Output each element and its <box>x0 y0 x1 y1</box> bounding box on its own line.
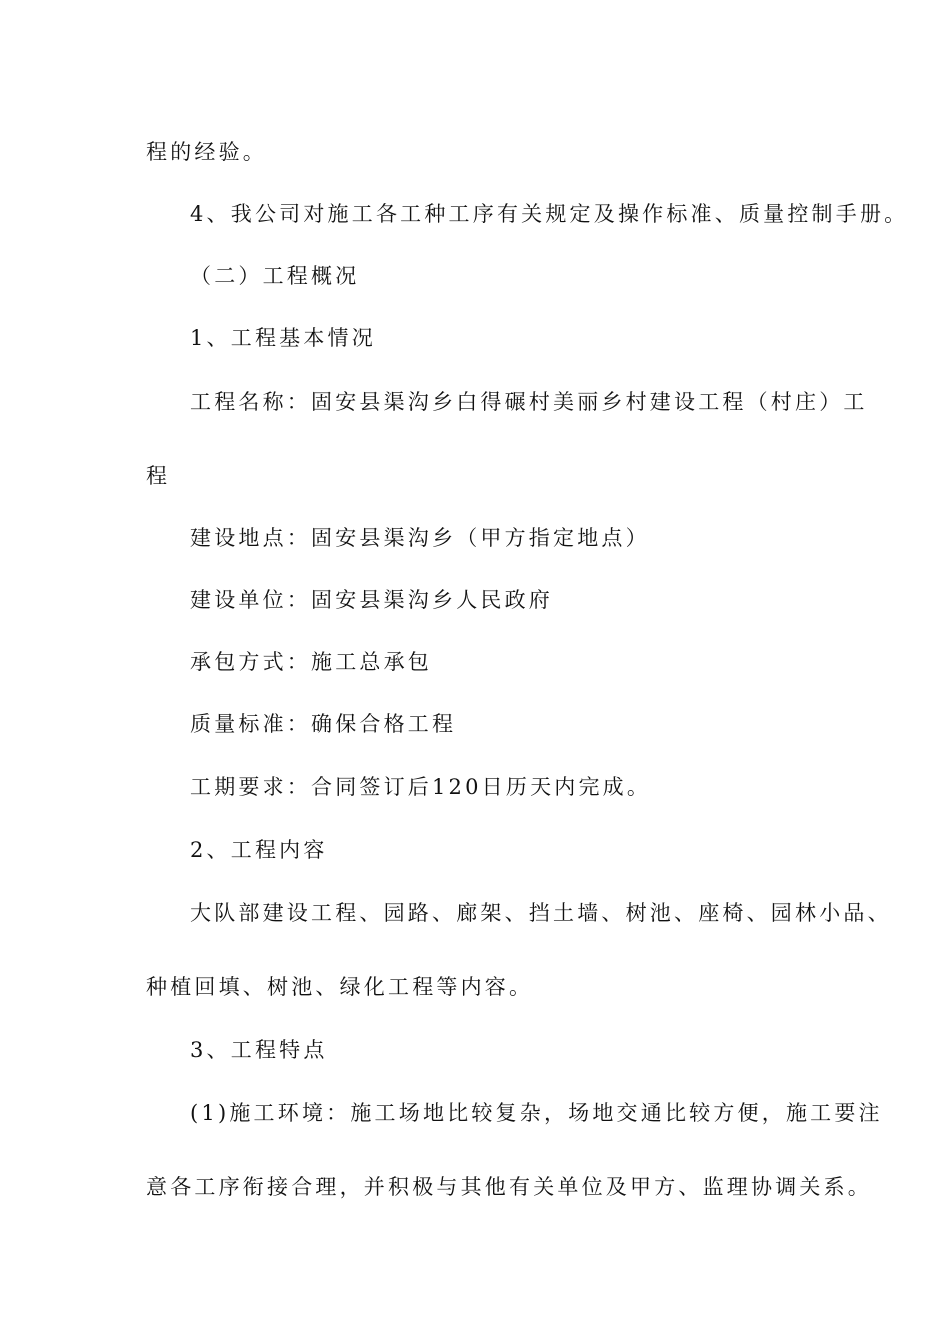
text-line: 建设地点：固安县渠沟乡（甲方指定地点） <box>190 526 650 550</box>
subsection-heading: 1、工程基本情况 <box>190 326 376 350</box>
text-line: 工程名称：固安县渠沟乡白得碾村美丽乡村建设工程（村庄）工 <box>190 390 868 414</box>
subsection-heading: 3、工程特点 <box>190 1038 328 1062</box>
text-line: 大队部建设工程、园路、廊架、挡土墙、树池、座椅、园林小品、 <box>190 901 892 925</box>
text-line: (1)施工环境：施工场地比较复杂，场地交通比较方便，施工要注 <box>190 1101 883 1125</box>
text-line: 意各工序衔接合理，并积极与其他有关单位及甲方、监理协调关系。 <box>146 1175 872 1199</box>
text-line: 程 <box>146 464 171 488</box>
subsection-heading: 2、工程内容 <box>190 838 328 862</box>
text-line: 种植回填、树池、绿化工程等内容。 <box>146 975 534 999</box>
text-line: 4、我公司对施工各工种工序有关规定及操作标准、质量控制手册。 <box>190 202 909 226</box>
text-line: 建设单位：固安县渠沟乡人民政府 <box>190 588 553 612</box>
text-line: 工期要求：合同签订后120日历天内完成。 <box>190 775 652 799</box>
text-line: 质量标准：确保合格工程 <box>190 712 457 736</box>
text-line: 承包方式：施工总承包 <box>190 650 432 674</box>
text-line: 程的经验。 <box>146 140 267 164</box>
section-heading: （二）工程概况 <box>190 264 360 288</box>
